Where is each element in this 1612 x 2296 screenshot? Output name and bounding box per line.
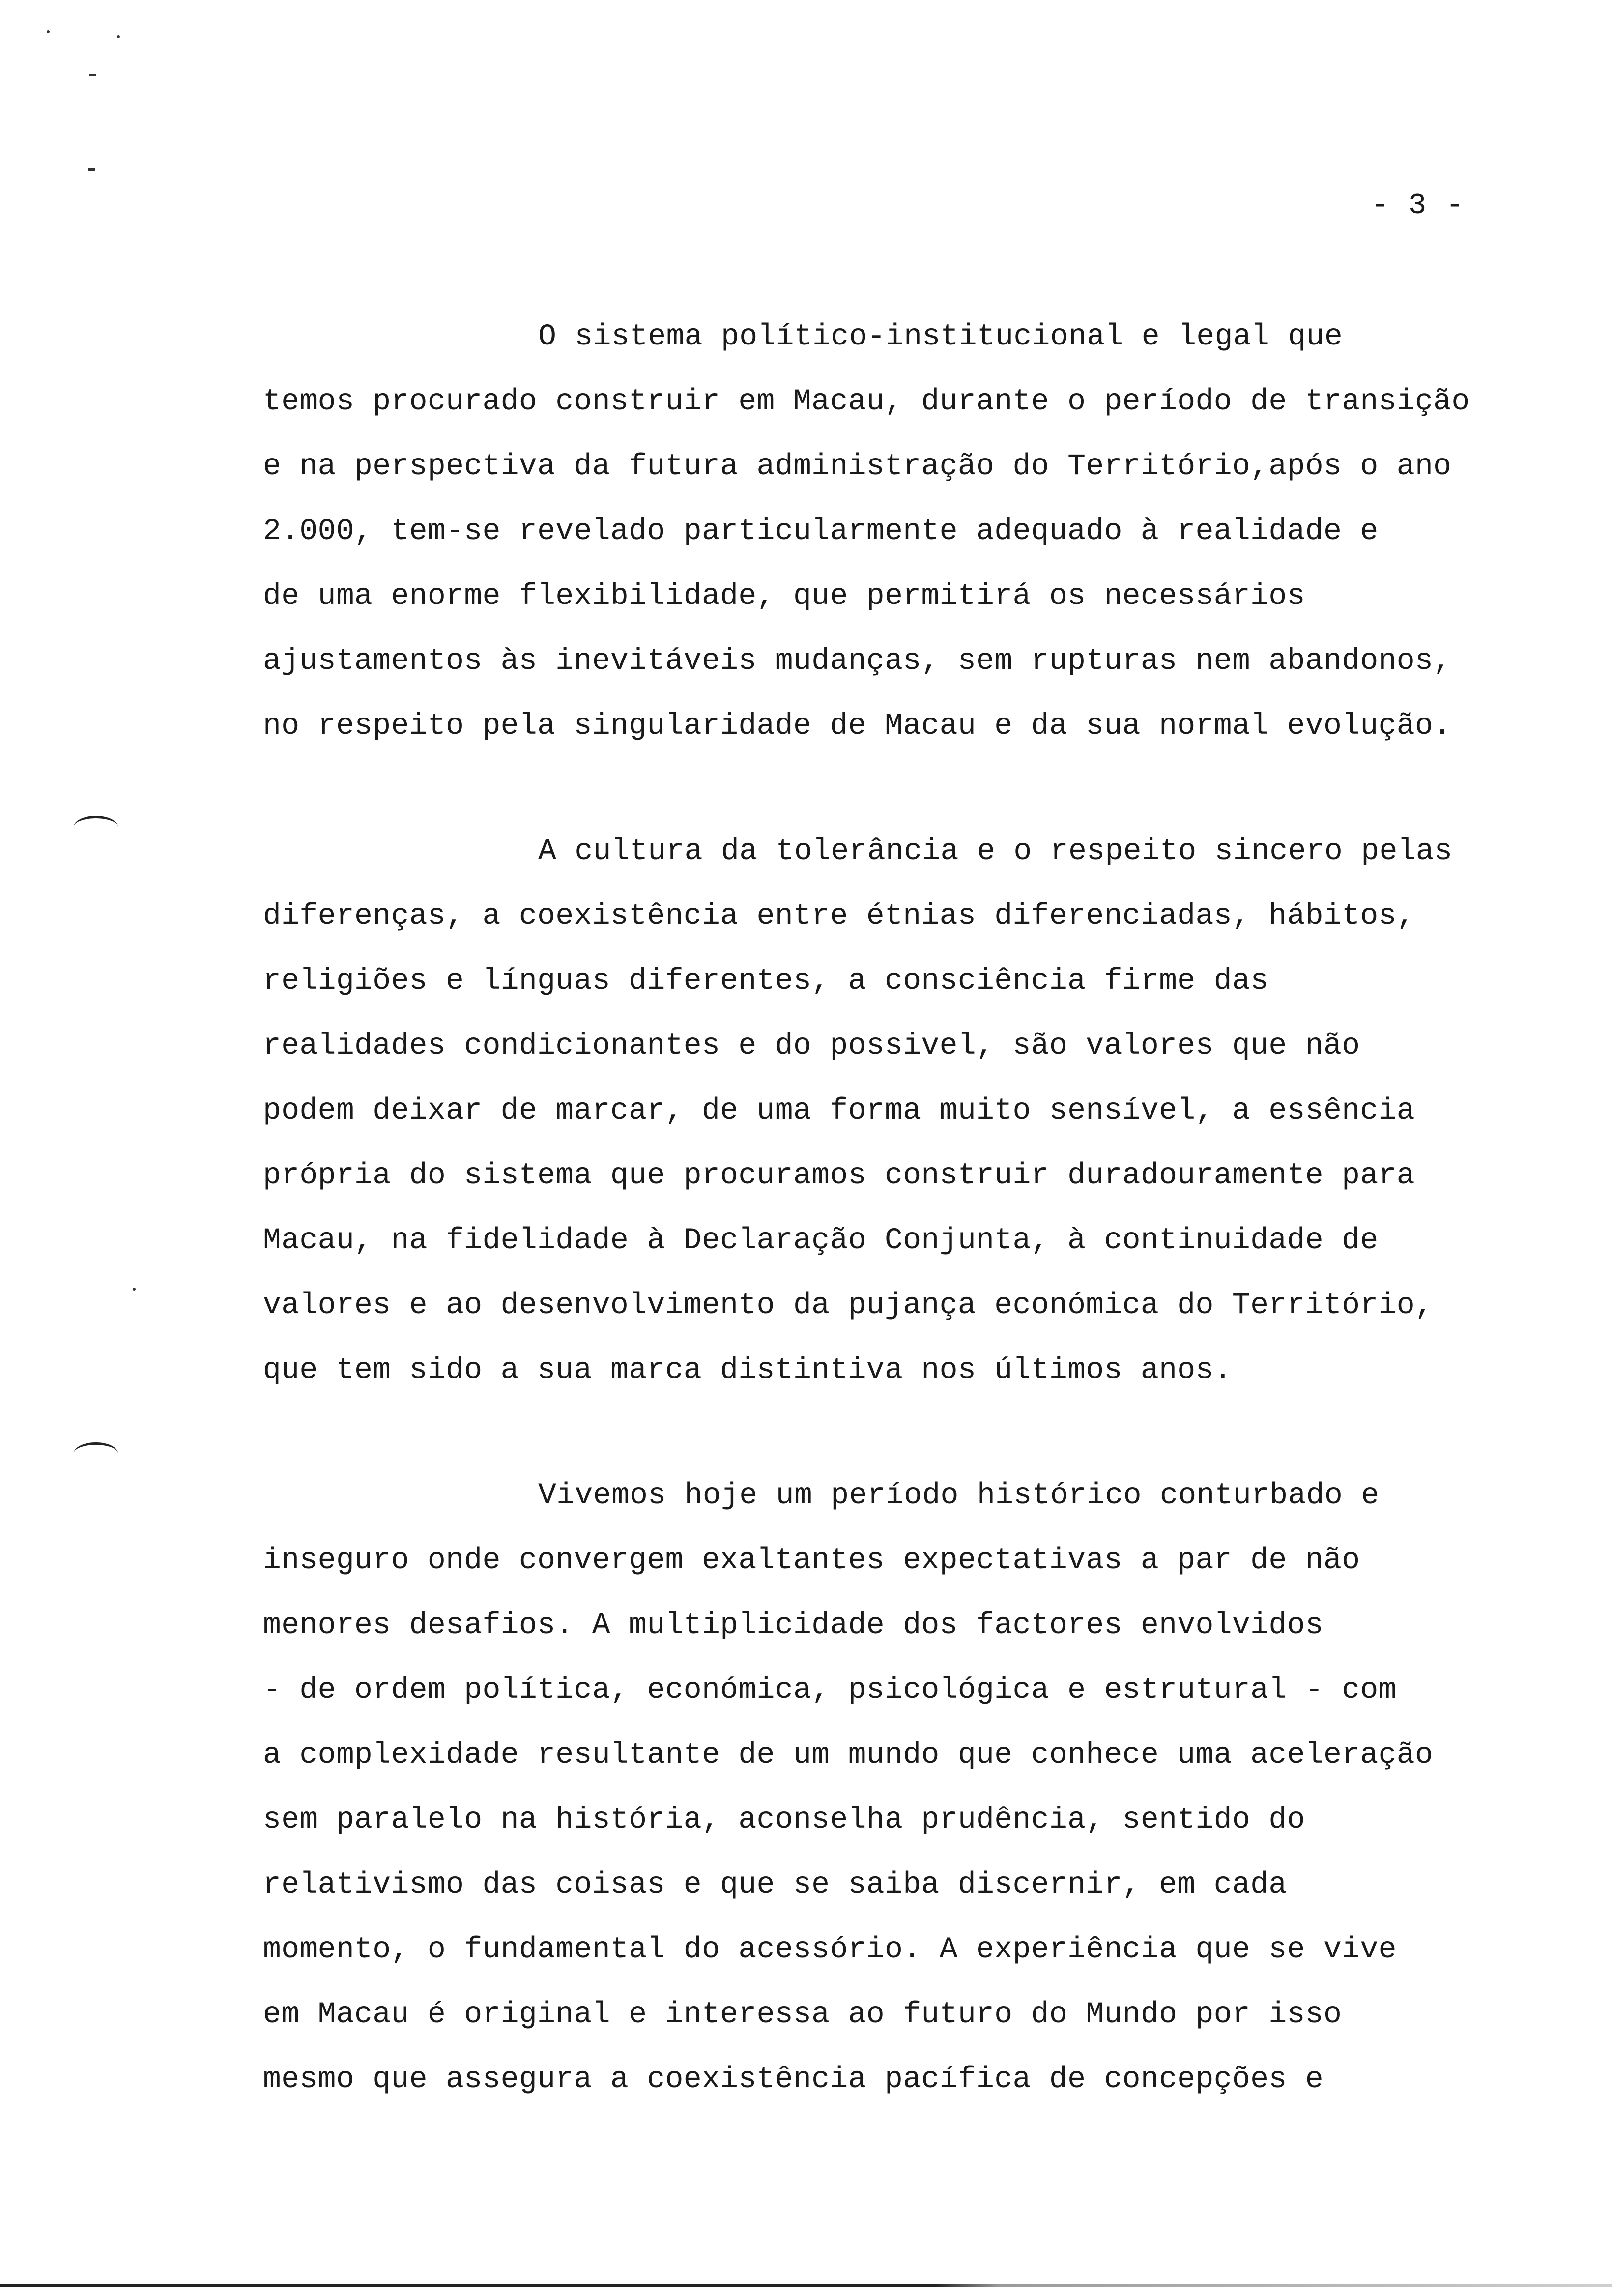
text-line: O sistema político-institucional e legal que [538, 320, 1343, 354]
text-line: inseguro onde convergem exaltantes expectativas a par de não [263, 1544, 1360, 1578]
text-line: 2.000, tem-se revelado particularmente adequado à realidade e [263, 515, 1379, 548]
text-line: diferenças, a coexistência entre étnias diferenciadas, hábitos, [263, 899, 1415, 933]
margin-speck [89, 74, 96, 76]
text-line: de uma enorme flexibilidade, que permitirá os necessários [263, 579, 1305, 613]
text-line: temos procurado construir em Macau, durante o período de transição [263, 385, 1470, 419]
margin-speck [47, 30, 50, 33]
text-line: no respeito pela singularidade de Macau e da sua normal evolução. [263, 709, 1452, 743]
margin-speck [117, 35, 120, 38]
paragraph-3 [263, 1464, 1560, 2112]
text-line: valores e ao desenvolvimento da pujança económica do Território, [263, 1289, 1434, 1322]
text-line: a complexidade resultante de um mundo que conhece uma aceleração [263, 1738, 1434, 1772]
punch-hole-mark [74, 816, 118, 838]
punch-hole-mark [74, 1442, 118, 1464]
text-line: religiões e línguas diferentes, a consciência firme das [263, 964, 1269, 998]
text-line: ajustamentos às inevitáveis mudanças, sem rupturas nem abandonos, [263, 644, 1452, 678]
text-line: Macau, na fidelidade à Declaração Conjunta, à continuidade de [263, 1224, 1379, 1258]
text-line: podem deixar de marcar, de uma forma muito sensível, a essência [263, 1094, 1415, 1128]
text-line: momento, o fundamental do acessório. A experiência que se vive [263, 1933, 1397, 1967]
text-line: Vivemos hoje um período histórico conturbado e [538, 1479, 1380, 1513]
text-line: - de ordem política, económica, psicológica e estrutural - com [263, 1673, 1397, 1707]
text-line: A cultura da tolerância e o respeito sincero pelas [538, 834, 1453, 868]
paragraph-1 [263, 305, 1560, 759]
bottom-rule [0, 2284, 1612, 2287]
text-line: realidades condicionantes e do possivel, são valores que não [263, 1029, 1360, 1063]
page-number: - 3 - [1371, 189, 1465, 223]
text-line: sem paralelo na história, aconselha prudência, sentido do [263, 1803, 1305, 1837]
margin-speck [88, 168, 95, 171]
paragraph-2 [263, 819, 1560, 1403]
body-text [263, 305, 1560, 2173]
text-line: própria do sistema que procuramos construir duradouramente para [263, 1159, 1415, 1193]
text-line: em Macau é original e interessa ao futuro do Mundo por isso [263, 1998, 1342, 2032]
margin-speck [133, 1288, 136, 1291]
text-line: menores desafios. A multiplicidade dos factores envolvidos [263, 1608, 1324, 1642]
text-line: que tem sido a sua marca distintiva nos últimos anos. [263, 1353, 1232, 1387]
text-line: mesmo que assegura a coexistência pacífica de concepções e [263, 2063, 1324, 2096]
text-line: relativismo das coisas e que se saiba discernir, em cada [263, 1868, 1287, 1902]
text-line: e na perspectiva da futura administração do Território,após o ano [263, 450, 1452, 484]
